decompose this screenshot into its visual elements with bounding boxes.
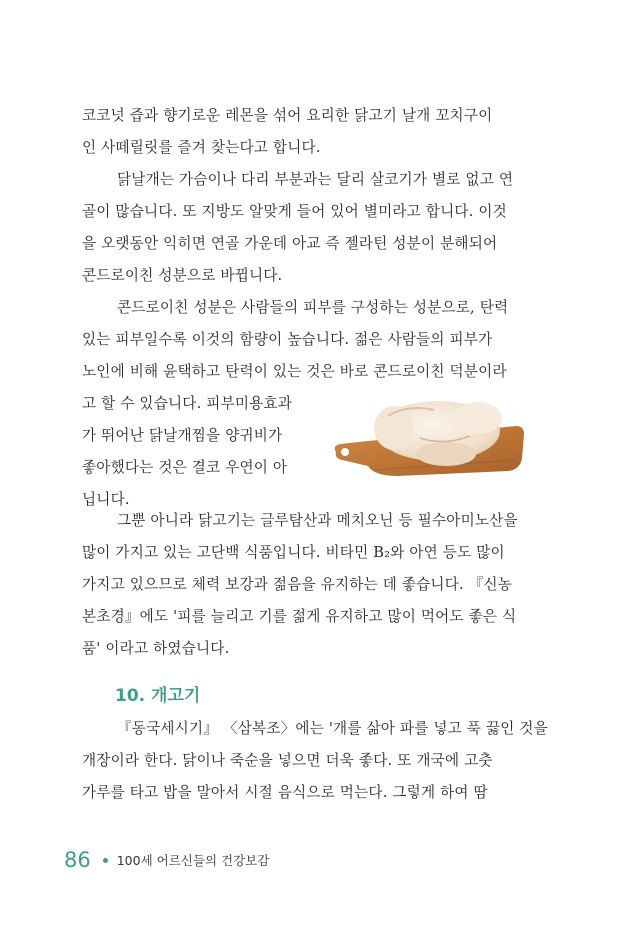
body-line: 가지고 있으므로 체력 보강과 젊음을 유지하는 데 좋습니다. 『신농 (82, 576, 513, 593)
body-line: 닭날개는 가슴이나 다리 부분과는 달리 살코기가 별로 없고 연 (117, 171, 514, 188)
chicken-on-cutting-board-illustration (328, 386, 528, 482)
body-line: 품' 이라고 하였습니다. (82, 640, 230, 657)
bullet-dot-icon (103, 858, 108, 863)
page-footer (64, 848, 269, 872)
body-line: 콘드로이친 성분은 사람들의 피부를 구성하는 성분으로, 탄력 (117, 299, 509, 316)
section-heading: 10. 개고기 (115, 686, 201, 706)
body-line: 그뿐 아니라 닭고기는 글루탐산과 메치오닌 등 필수아미노산을 (117, 512, 518, 529)
body-line: 코코넛 즙과 향기로운 레몬을 섞어 요리한 닭고기 날개 꼬치구이 (82, 107, 493, 124)
body-line: 많이 가지고 있는 고단백 식품입니다. 비타민 B₂와 아연 등도 많이 (82, 544, 505, 561)
body-line: 있는 피부일수록 이것의 함량이 높습니다. 젊은 사람들의 피부가 (82, 331, 493, 348)
body-line: 콘드로이친 성분으로 바뀝니다. (82, 267, 283, 284)
body-line: 인 사떼릴릿를 즐겨 찾는다고 합니다. (82, 139, 321, 156)
body-line: 을 오랫동안 익히면 연골 가운데 아교 즉 젤라틴 성분이 분해되어 (82, 235, 498, 252)
section-line: 개장이라 한다. 닭이나 죽순을 넣으면 더욱 좋다. 또 개국에 고춧 (82, 752, 493, 769)
body-line: 가 뛰어난 닭날개찜을 양귀비가 (82, 427, 283, 444)
body-line: 본초경』에도 '피를 늘리고 기를 젊게 유지하고 많이 먹어도 좋은 식 (82, 608, 517, 625)
body-line: 골이 많습니다. 또 지방도 알맞게 들어 있어 별미라고 합니다. 이것 (82, 203, 507, 220)
body-line: 노인에 비해 윤택하고 탄력이 있는 것은 바로 콘드로이친 덕분이라 (82, 363, 507, 380)
body-line: 고 할 수 있습니다. 피부미용효과 (82, 395, 293, 412)
page-number: 86 (64, 848, 91, 872)
body-line: 좋아했다는 것은 결코 우연이 아 (82, 459, 288, 476)
body-line: 닙니다. (82, 491, 130, 508)
section-line: 가루를 타고 밥을 말아서 시절 음식으로 먹는다. 그렇게 하여 땀 (82, 784, 488, 801)
book-title: 100세 어르신들의 건강보감 (116, 853, 270, 868)
section-line: 『동국세시기』 〈삼복조〉에는 '개를 삶아 파를 넣고 푹 끓인 것을 (117, 720, 548, 737)
